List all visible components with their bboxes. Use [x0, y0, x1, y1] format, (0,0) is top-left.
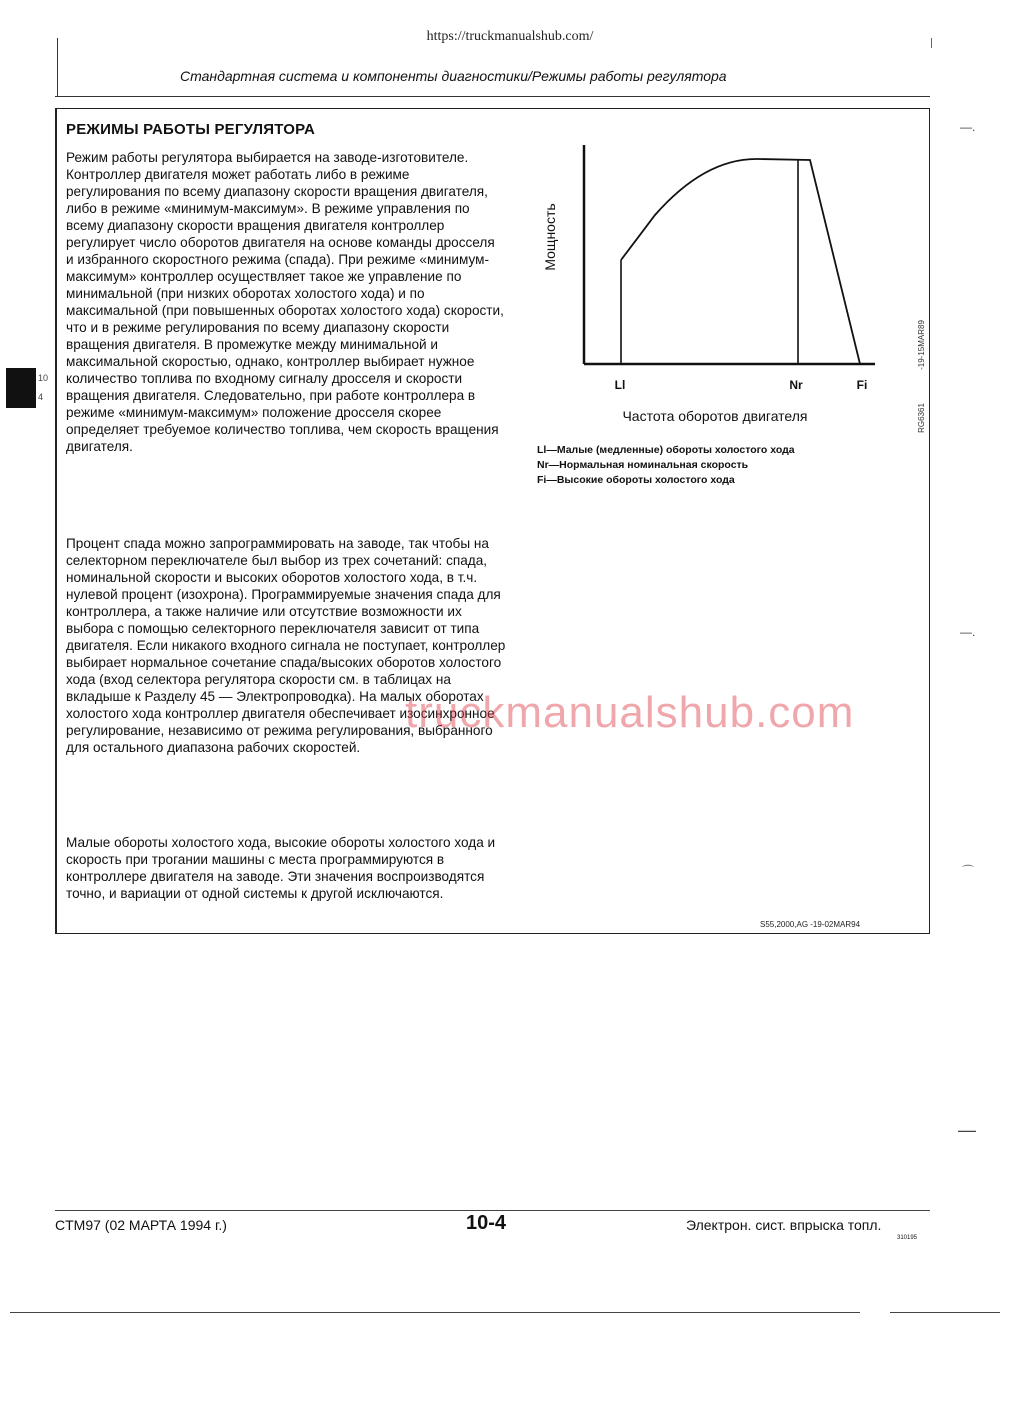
governor-curve-chart	[530, 140, 930, 440]
section-title: РЕЖИМЫ РАБОТЫ РЕГУЛЯТОРА	[66, 121, 316, 138]
section-side-tab	[6, 368, 36, 408]
paragraph-droop: Процент спада можно запрограммировать на заводе, так чтобы на селекторном переключателе был выбор из трех сочетаний: спада, номинальной скорости и высоких оборотов холостого хода, в т.ч. нулевой процент (изохрона). Программируемые значения спада для контроллера, а также наличие или отсутствие возможности их выбора с помощью селекторного переключателя зависит от типа двигателя. Если никакого входного сигнала не поступает, контроллер выбирает нормальное сочетание спада/высоких оборотов холостого хода (вход селектора регулятора скорости см. в таблицах на вкладыше к Разделу 45 — Электропроводка). На малых оборотах холостого хода контроллер двигателя обеспечивает изосинхронное регулирование, независимо от режима регулирования, выбранного для остального диапазона рабочих скоростей.	[66, 536, 506, 755]
running-head: Стандартная система и компоненты диагностики/Режимы работы регулятора	[180, 68, 727, 84]
margin-mark: —	[958, 1120, 976, 1140]
legend-item-ll: Ll—Малые (медленные) обороты холостого хода	[537, 444, 795, 456]
paragraph-governor-modes: Режим работы регулятора выбирается на заводе-изготовителе. Контроллер двигателя может работать либо в режиме регулирования по всему диапазону скорости вращения двигателя, либо в режиме «минимум-максимум». В режиме управления по всему диапазону скорости вращения двигателя контроллер регулирует число оборотов двигателя на основе команды дросселя и избранного скоростного режима (спада). При режиме «минимум-максимум» контроллер осуществляет такое же управление по минимальной (при низких оборотах холостого хода) и по максимальной (при повышенных оборотах холостого хода) скорости, что и в режиме регулирования по всему диапазону скорости вращения двигателя. В промежутке между минимальной и максимальной скоростью, однако, контроллер выбирает нужное количество топлива по входному сигналу дросселя и скорости вращения двигателя. Следовательно, при работе контроллера в режиме «минимум-максимум» положение дросселя скорее определяет требуемое количество топлива, чем скорость вращения двигателя.	[66, 150, 504, 454]
bottom-rule-right	[890, 1312, 1000, 1313]
legend-item-nr: Nr—Нормальная номинальная скорость	[537, 459, 749, 471]
margin-mark: —.	[960, 120, 976, 134]
figure-id-code: RG6361	[917, 403, 926, 433]
tick-nr: Nr	[789, 378, 803, 392]
document-reference: S55,2000,AG -19-02MAR94	[760, 920, 861, 929]
side-tab-number-bottom: 4	[38, 392, 44, 402]
legend-item-fi: Fi—Высокие обороты холостого хода	[537, 474, 735, 486]
footer-manual-id: CTM97 (02 МАРТА 1994 г.)	[55, 1217, 227, 1233]
footer-code: 310195	[897, 1235, 918, 1241]
page-number: 10-4	[466, 1212, 507, 1234]
margin-mark: —.	[960, 625, 976, 639]
source-url: https://truckmanualshub.com/	[426, 29, 594, 44]
chart-legend	[537, 443, 795, 488]
header-right-tick	[931, 38, 932, 48]
bottom-rule-left	[10, 1312, 860, 1313]
figure-id-date: -19-15MAR89	[917, 320, 926, 370]
footer-section-name: Электрон. сист. впрыска топл.	[686, 1217, 882, 1233]
footer-rule	[55, 1210, 930, 1211]
side-tab-number-top: 10	[38, 373, 49, 383]
x-axis-label: Частота оборотов двигателя	[622, 408, 808, 424]
tick-ll: Ll	[614, 378, 626, 392]
paragraph-idle-speeds: Малые обороты холостого хода, высокие обороты холостого хода и скорость при трогании машины с места программируются в контроллере двигателя на заводе. Эти значения воспроизводятся точно, и вариации от одной системы к другой исключаются.	[66, 835, 496, 901]
header-rule	[55, 96, 930, 97]
header-left-rule	[57, 38, 58, 96]
watermark: truckmanualshub.com	[405, 688, 855, 737]
tick-fi: Fi	[856, 378, 868, 392]
margin-mark: ⌒	[962, 864, 975, 878]
y-axis-label: Мощность	[542, 203, 558, 271]
power-curve	[621, 159, 860, 364]
